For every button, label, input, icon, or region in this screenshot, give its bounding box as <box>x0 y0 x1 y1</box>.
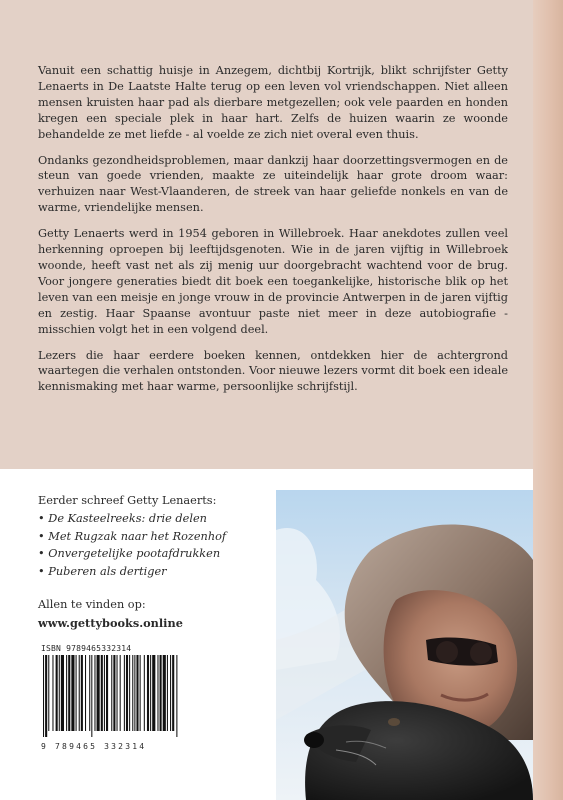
barcode-bar <box>150 655 151 731</box>
author-with-dog-image <box>276 490 533 800</box>
blurb-paragraph-3: Getty Lenaerts werd in 1954 geboren in Willebroek. Haar anekdotes zullen veel herkenning oproepen bij leeftijdsgenoten. Wie in de jaren vijftig in Willebroek woonde, heeft vast net als zij menig uur doorgebracht wachtend voor de brug. Voor jongere generaties biedt dit boek een toegankelijke, historische blik op het leven van een meisje en jonge vrouw in de provincie Antwerpen in de jaren vijftig en zestig. Haar Spaanse avontuur paste niet meer in deze autobiografie - misschien volgt het in een volgend deel. <box>38 227 508 336</box>
barcode-bar <box>120 655 121 731</box>
barcode-bar <box>45 655 47 737</box>
barcode-bar <box>134 655 135 731</box>
barcode-bar <box>172 655 174 731</box>
barcode-bar <box>117 655 118 731</box>
barcode-bar <box>129 655 130 731</box>
barcode-bar <box>43 655 44 737</box>
barcode-bar <box>124 655 125 731</box>
book-item: • Puberen als dertiger <box>38 563 268 581</box>
barcode-bar <box>81 655 83 731</box>
barcode-bar <box>113 655 115 731</box>
barcode-bars <box>41 655 181 737</box>
barcode-bar <box>170 655 171 731</box>
barcode-bar <box>132 655 133 731</box>
barcode-bar <box>52 655 53 731</box>
blurb-paragraph-2: Ondanks gezondheidsproblemen, maar dankzij haar doorzettingsvermogen en de steun van goede vrienden, maakte ze uiteindelijk haar grote droom waar: verhuizen naar West-Vlaanderen, de streek van haar geliefde nonkels en van de warme, vriendelijke mensen. <box>38 153 508 215</box>
isbn-digits: 9 789465 332314 <box>41 742 147 751</box>
barcode-bar <box>111 655 112 731</box>
blurb-paragraph-4: Lezers die haar eerdere boeken kennen, ontdekken hier de achtergrond waartegen die verhalen ontstonden. Voor nieuwe lezers vormt dit boek een ideale kennismaking met haar warme, persoonlijke schrijfstijl. <box>38 348 508 394</box>
barcode-bar <box>94 655 95 731</box>
barcode-bar <box>76 655 77 731</box>
website-link[interactable]: www.gettybooks.online <box>38 616 183 630</box>
barcode-bar <box>157 655 158 731</box>
barcode-bar <box>152 655 155 731</box>
barcode-bar <box>101 655 103 731</box>
barcode-bar <box>126 655 128 731</box>
barcode-bar <box>136 655 138 731</box>
barcode-bar <box>144 655 145 731</box>
barcode-bar <box>48 655 49 731</box>
barcode-bar <box>56 655 58 731</box>
barcode-bar <box>176 655 177 737</box>
barcode-bar <box>147 655 149 731</box>
find-online <box>38 596 183 632</box>
book-item: • De Kasteelreeks: drie delen <box>38 510 268 528</box>
barcode-bar <box>97 655 100 731</box>
book-item: • Met Rugzak naar het Rozenhof <box>38 528 268 546</box>
earlier-books-heading: Eerder schreef Getty Lenaerts: <box>38 494 217 507</box>
barcode-bar <box>85 655 86 731</box>
barcode-bar <box>106 655 108 731</box>
barcode-bar <box>160 655 162 731</box>
book-item: • Onvergetelijke pootafdrukken <box>38 545 268 563</box>
barcode-bar <box>163 655 166 731</box>
find-label: Allen te vinden op: <box>38 598 146 611</box>
barcode-bar <box>59 655 60 731</box>
earlier-books <box>38 492 268 581</box>
isbn-label: ISBN 9789465332314 <box>41 644 132 653</box>
barcode-bar <box>167 655 168 731</box>
barcode-bar <box>66 655 67 731</box>
author-photo <box>276 490 533 800</box>
barcode-bar <box>89 655 90 731</box>
barcode-bar <box>140 655 141 731</box>
blurb-paragraph-1: Vanuit een schattig huisje in Anzegem, dichtbij Kortrijk, blikt schrijfster Getty Lenaerts in De Laatste Halte terug op een leven vol vriendschappen. Niet alleen mensen kruisten haar pad als dierbare metgezellen; ook vele paarden en honden kregen een speciale plek in haar hart. Zelfs de huizen waarin ze woonde behandelde ze met liefde - al voelde ze zich niet overal even thuis. <box>38 64 508 141</box>
paper-texture-strip <box>533 0 563 800</box>
back-cover-blurb <box>38 63 508 405</box>
earlier-books-list <box>38 510 268 581</box>
barcode-bar <box>68 655 70 731</box>
barcode-bar <box>104 655 105 731</box>
isbn-barcode <box>41 644 181 750</box>
barcode-bar <box>71 655 74 731</box>
barcode-bar <box>61 655 64 731</box>
barcode-bar <box>79 655 80 731</box>
barcode-bar <box>91 655 92 737</box>
